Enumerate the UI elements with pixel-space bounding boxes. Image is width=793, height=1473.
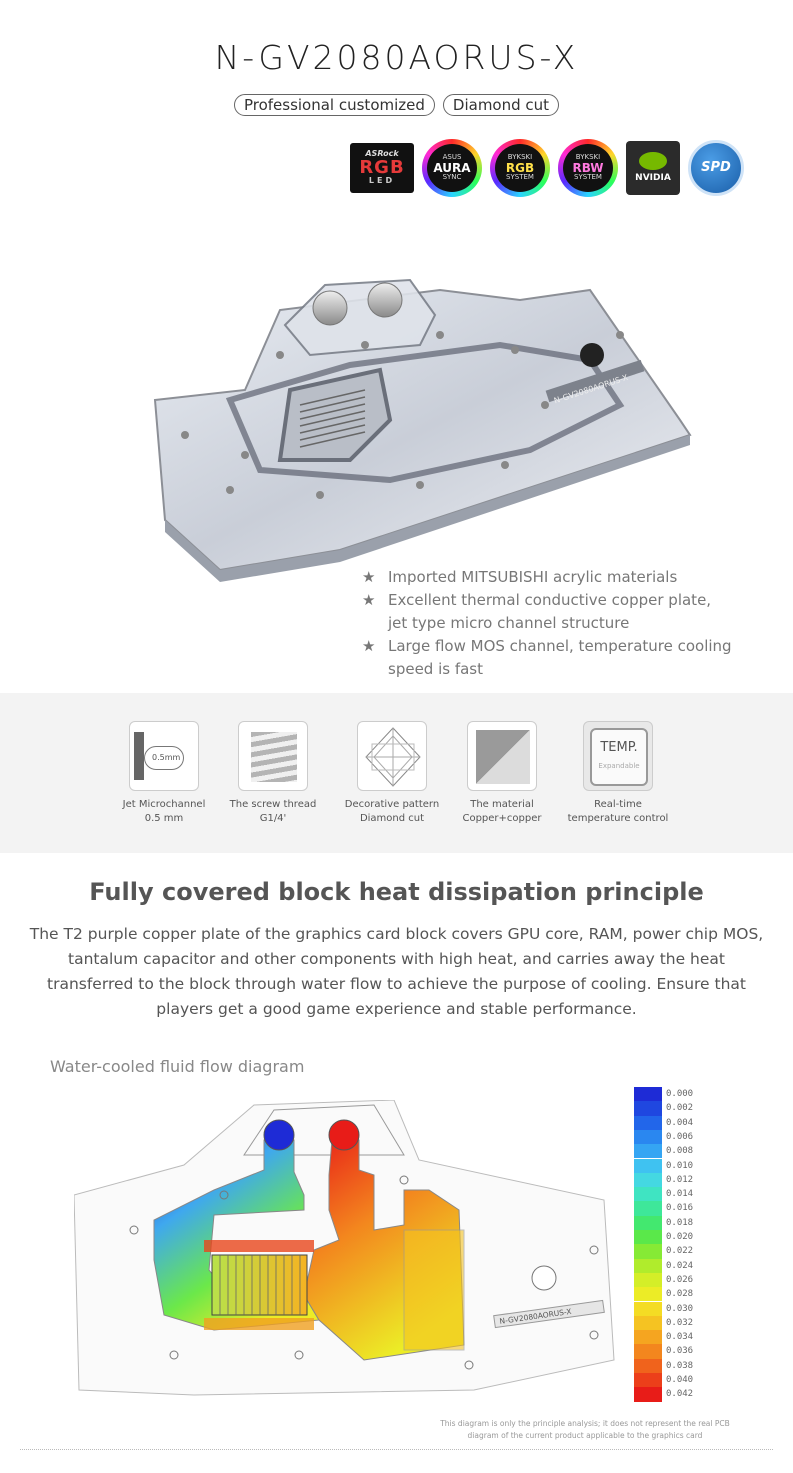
product-plate-label: N-GV2080AORUS-X [552, 372, 630, 406]
diagram-block-label: N-GV2080AORUS-X [498, 1306, 572, 1326]
scale-swatch [634, 1330, 662, 1344]
pill-row [0, 94, 793, 116]
temperature-sensor-icon [583, 721, 653, 791]
scale-swatch [634, 1101, 662, 1115]
scale-label: 0.000 [666, 1089, 694, 1099]
spec-temperature-control [558, 721, 678, 826]
feature-item [362, 589, 732, 635]
scale-swatch [634, 1144, 662, 1158]
scale-swatch [634, 1159, 662, 1173]
system-label-2: SYSTEM [574, 173, 602, 182]
spd-logo [688, 140, 744, 196]
scale-label: 0.040 [666, 1375, 694, 1385]
scale-swatch [634, 1173, 662, 1187]
spec-line1: The screw thread [229, 799, 317, 810]
spec-line2: temperature control [567, 813, 669, 824]
scale-swatch [634, 1344, 662, 1358]
scale-label: 0.008 [666, 1146, 694, 1157]
scale-swatch [634, 1201, 662, 1215]
scale-label: 0.038 [666, 1360, 694, 1371]
bykski-brand-2: BYKSKI [575, 153, 601, 162]
spec-material [442, 721, 562, 826]
scale-swatch [634, 1387, 662, 1401]
sync-label: SYNC [442, 173, 462, 182]
asus-aura-sync-logo [422, 139, 482, 197]
dotted-divider [20, 1449, 773, 1450]
scale-swatch [634, 1244, 662, 1258]
microchannel-inner-label: 0.5mm [152, 753, 181, 762]
temp-label: TEMP. [600, 740, 638, 755]
scale-label: 0.042 [666, 1389, 694, 1400]
feature-text-continued: jet type micro channel structure [388, 614, 630, 632]
diagram-disclaimer [395, 1418, 775, 1442]
scale-label: 0.014 [666, 1189, 694, 1200]
asrock-rgb-led-logo [350, 143, 414, 193]
asrock-led: LED [368, 176, 396, 186]
rbw-label: RBW [572, 160, 604, 175]
scale-swatch [634, 1087, 662, 1101]
scale-label: 0.020 [666, 1232, 694, 1242]
spec-line2: 0.5 mm [144, 813, 184, 824]
spec-line1: Decorative pattern [344, 799, 440, 810]
system-label: SYSTEM [506, 173, 534, 182]
spec-decorative-pattern [332, 721, 452, 826]
disclaimer-line2: diagram of the current product applicable to the graphics card [467, 1431, 703, 1440]
scale-label: 0.026 [666, 1274, 694, 1285]
scale-swatch [634, 1359, 662, 1373]
nvidia-label: NVIDIA [635, 173, 671, 184]
nvidia-logo [626, 141, 680, 195]
spec-screw-thread [213, 721, 333, 826]
product-title: N-GV2080AORUS-X [214, 38, 579, 77]
spec-line2: Diamond cut [359, 813, 425, 824]
scale-label: 0.030 [666, 1303, 694, 1314]
compatibility-badges [350, 139, 744, 197]
copper-material-icon [467, 721, 537, 791]
scale-label: 0.010 [666, 1160, 694, 1171]
diamond-cut-icon [357, 721, 427, 791]
scale-swatch [634, 1287, 662, 1301]
asrock-rgb: RGB [359, 156, 405, 178]
rgb-label: RGB [505, 160, 535, 175]
scale-label: 0.022 [666, 1246, 694, 1257]
scale-label: 0.036 [666, 1346, 694, 1357]
scale-swatch [634, 1259, 662, 1273]
pill-professional-customized: Professional customized [234, 94, 435, 116]
scale-swatch [634, 1316, 662, 1330]
scale-swatch [634, 1230, 662, 1244]
scale-swatch [634, 1273, 662, 1287]
scale-label: 0.028 [666, 1289, 694, 1300]
scale-label: 0.032 [666, 1317, 694, 1328]
feature-text: Excellent thermal conductive copper plate, [388, 591, 712, 609]
scale-swatch [634, 1302, 662, 1316]
feature-text: Large flow MOS channel, temperature cooling [388, 637, 732, 655]
scale-swatch [634, 1373, 662, 1387]
feature-item [362, 566, 732, 589]
feature-list [362, 566, 732, 681]
spec-line1: The material [470, 799, 534, 810]
scale-label: 0.002 [666, 1103, 694, 1114]
pill-diamond-cut: Diamond cut [443, 94, 559, 116]
scale-label: 0.016 [666, 1203, 694, 1214]
spec-jet-microchannel [104, 721, 224, 826]
scale-swatch [634, 1216, 662, 1230]
bykski-rbw-system-logo [558, 139, 618, 197]
spec-line2: Copper+copper [462, 813, 542, 824]
fluid-flow-diagram [74, 1100, 629, 1400]
star-icon: ★ [362, 591, 376, 609]
feature-text: Imported MITSUBISHI acrylic materials [388, 568, 678, 586]
principle-heading: Fully covered block heat dissipation principle [89, 878, 704, 906]
feature-text-continued: speed is fast [388, 660, 484, 678]
scale-label: 0.006 [666, 1131, 694, 1142]
asrock-brand: ASRock [365, 149, 399, 159]
scale-label: 0.034 [666, 1332, 694, 1343]
water-block-product-image [150, 270, 695, 585]
spec-line2: G1/4' [259, 813, 287, 824]
scale-label: 0.004 [666, 1117, 694, 1128]
principle-paragraph: The T2 purple copper plate of the graphics card block covers GPU core, RAM, power chip MOS, tantalum capacitor and other components with high heat, and carries away the heat transferred to the block through water flow to achieve the purpose of cooling. Ensure that players get a good game experience and stable performance. [29, 925, 764, 1018]
scale-label: 0.012 [666, 1174, 694, 1185]
spec-band [0, 693, 793, 853]
star-icon: ★ [362, 637, 376, 655]
scale-label: 0.024 [666, 1260, 694, 1271]
bykski-rgb-system-logo [490, 139, 550, 197]
spd-label: SPD [701, 160, 731, 176]
expandable-label: Expandable [598, 762, 640, 770]
feature-item [362, 635, 732, 681]
scale-swatch [634, 1116, 662, 1130]
spec-line1: Real-time [594, 799, 642, 810]
aura-label: AURA [433, 160, 471, 175]
screw-thread-icon [238, 721, 308, 791]
flow-diagram-title: Water-cooled fluid flow diagram [50, 1057, 305, 1076]
spec-line1: Jet Microchannel [122, 799, 206, 810]
disclaimer-line1: This diagram is only the principle analysis; it does not represent the real PCB [440, 1419, 730, 1428]
star-icon: ★ [362, 568, 376, 586]
scale-swatch [634, 1187, 662, 1201]
nvidia-eye-icon [639, 152, 667, 170]
scale-label: 0.018 [666, 1217, 694, 1228]
bykski-brand: BYKSKI [507, 153, 533, 162]
asus-brand: ASUS [442, 153, 462, 162]
microchannel-icon [129, 721, 199, 791]
scale-swatch [634, 1130, 662, 1144]
